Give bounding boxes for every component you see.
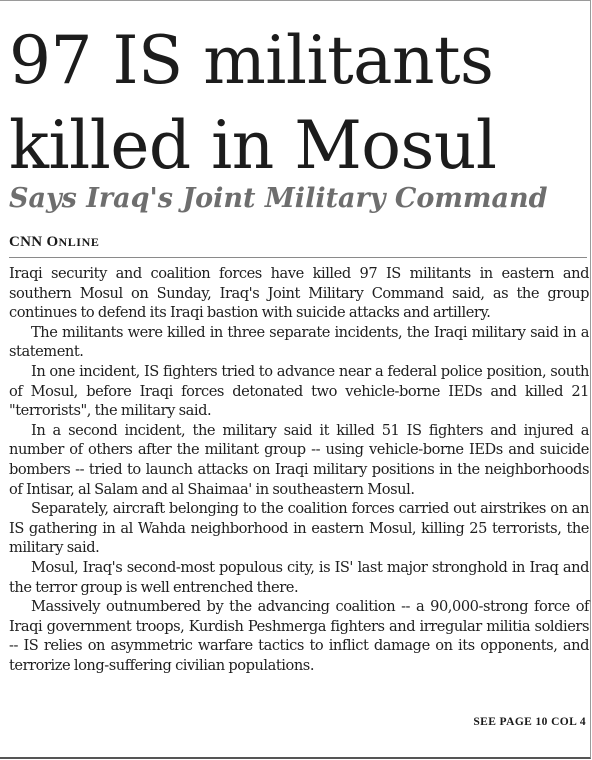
continued-jump-line: SEE PAGE 10 COL 4 <box>473 716 586 728</box>
byline-divider <box>9 257 587 258</box>
article-paragraph: Massively outnumbered by the advancing coalition -- a 90,000-strong force of Iraqi government troops, Kurdish Peshmerga fighters and irregular militia soldiers -- IS relies on asymmetric warfare tactics to inflict damage on its opponents, and terrorize long-suffering civilian populations. <box>9 598 589 674</box>
article-paragraph: In a second incident, the military said it killed 51 IS fighters and injured a number of others after the militant group -- using vehicle-borne IEDs and suicide bombers -- tried to launch attacks on Iraqi military positions in the neighborhoods of Intisar, al Salam and al Shaimaa' in southeastern Mosul. <box>9 421 589 498</box>
headline: 97 IS militants killed in Mosul <box>9 22 497 184</box>
subheadline: Says Iraq's Joint Military Command <box>9 183 548 214</box>
byline <box>9 233 99 251</box>
article-paragraph: In one incident, IS fighters tried to advance near a federal police position, south of Mosul, before Iraqi forces detonated two vehicle-borne IEDs and killed 21 "terrorists", the military said. <box>9 362 589 420</box>
article-paragraph: The militants were killed in three separate incidents, the Iraqi military said in a statement. <box>9 323 589 361</box>
article-paragraph: Separately, aircraft belonging to the coalition forces carried out airstrikes on an IS gathering in al Wahda neighborhood in eastern Mosul, killing 25 terrorists, the military said. <box>9 500 589 557</box>
byline-text: CNN ONLINE <box>9 234 100 250</box>
article-paragraph: Mosul, Iraq's second-most populous city, is IS' last major stronghold in Iraq and the terror group is well entrenched there. <box>9 558 589 596</box>
article-body <box>9 264 589 675</box>
article-paragraph: Iraqi security and coalition forces have killed 97 IS militants in eastern and southern Mosul on Sunday, Iraq's Joint Military Command said, as the group continues to defend its Iraqi bastion with suicide attacks and artillery. <box>9 265 589 322</box>
